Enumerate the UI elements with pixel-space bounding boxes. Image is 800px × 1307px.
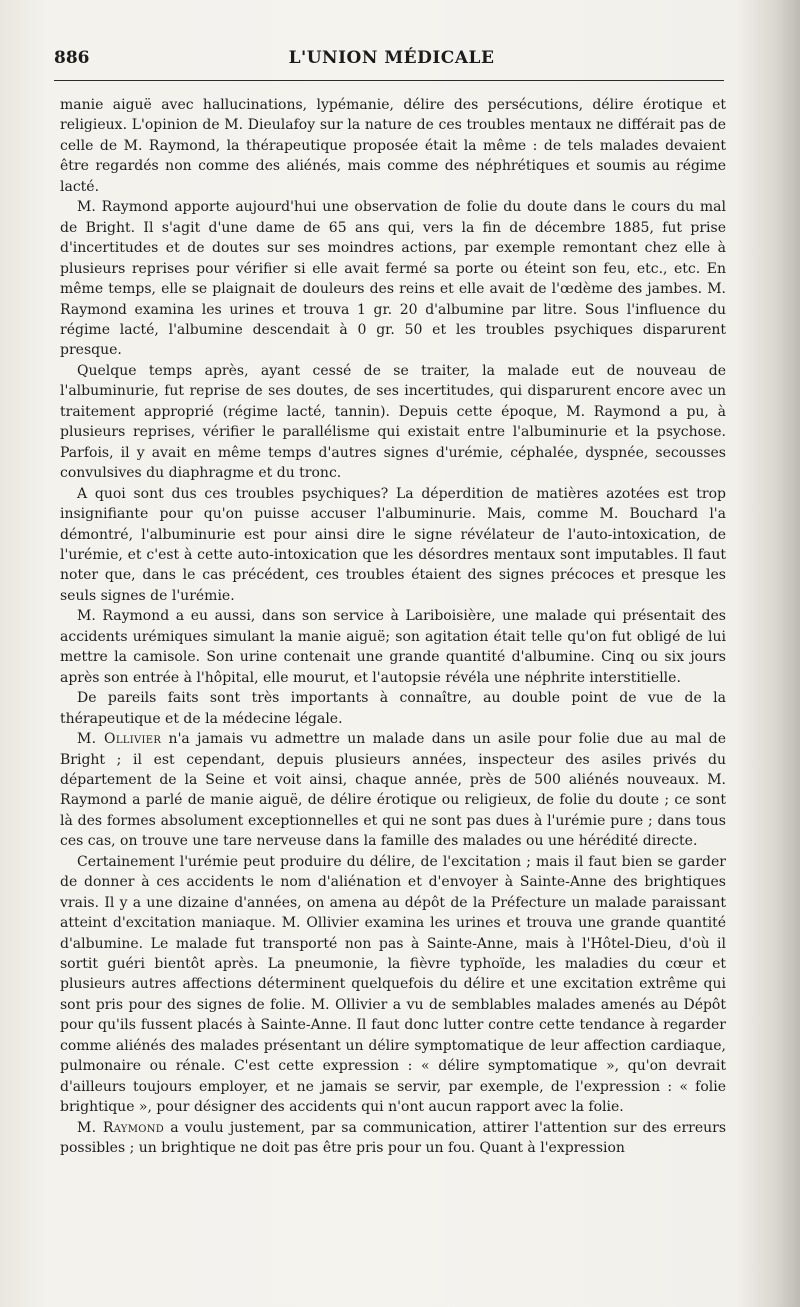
paragraph-text: De pareils faits sont très importants à connaître, au double point de vue de la thérapeutique et de la médecine légale.: [60, 690, 726, 727]
paragraph-text: M. Raymond apporte aujourd'hui une observation de folie du doute dans le cours du mal de Bright. Il s'agit d'une dame de 65 ans qui, vers la fin de décembre 1885, fut prise d'incertitudes et de doutes sur ses moindres actions, par exemple remontant chez elle à plusieurs reprises pour vérifier si elle avait fermé sa porte ou éteint son feu, etc., etc. En même temps, elle se plaignait de douleurs des reins et elle avait de l'œdème des jambes. M. Raymond examina les urines et trouva 1 gr. 20 d'albumine par litre. Sous l'influence du régime lacté, l'albumine descendait à 0 gr. 50 et les troubles psychiques disparurent presque.: [60, 199, 726, 359]
paragraph-text: Certainement l'urémie peut produire du délire, de l'excitation ; mais il faut bien se garder de donner à ces accidents le nom d'aliénation et d'envoyer à Sainte-Anne des brightiques vrais. Il y a une dizaine d'années, on amena au dépôt de la Préfecture un malade paraissant atteint d'excitation maniaque. M. Ollivier examina les urines et trouva une grande quantité d'albumine. Le malade fut transporté non pas à Sainte-Anne, mais à l'Hôtel-Dieu, d'où il sortit guéri bientôt après. La pneumonie, la fièvre typhoïde, les maladies du cœur et plusieurs autres affections déterminent quelquefois du délire et une excitation extrême qui sont pris pour des signes de folie. M. Ollivier a vu de semblables malades amenés au Dépôt pour qu'ils fussent placés à Sainte-Anne. Il faut donc lutter contre cette tendance à regarder comme aliénés des malades présentant un délire symptomatique de leur affection cardiaque, pulmonaire ou rénale. C'est cette expression : « délire symptomatique », qu'on devrait d'ailleurs toujours employer, et ne jamais se servir, par exemple, de l'expression : « folie brightique », pour désigner des accidents qui n'ont aucun rapport avec la folie.: [60, 853, 726, 1116]
paragraph-text: Quelque temps après, ayant cessé de se traiter, la malade eut de nouveau de l'albuminurie, fut reprise de ses doutes, de ses incertitudes, qui disparurent encore avec un traitement approprié (régime lacté, tannin). Depuis cette époque, M. Raymond a pu, à plusieurs reprises, vérifier le parallélisme qui existait entre l'albuminurie et la psychose. Parfois, il y avait en même temps d'autres signes d'urémie, céphalée, dyspnée, secousses convulsives du diaphragme et du tronc.: [60, 362, 726, 482]
paragraph: [60, 484, 726, 607]
paragraph-text: n'a jamais vu admettre un malade dans un asile pour folie due au mal de Bright ; il est cependant, depuis plusieurs années, inspecteur des asiles privés du département de la Seine et voit ainsi, chaque année, près de 500 aliénés nouveaux. M. Raymond a parlé de manie aiguë, de délire érotique ou religieux, de folie du doute ; ce sont là des formes absolument exceptionnelles et qui ne sont pas dues à l'urémie pure ; dans tous ces cas, on trouve une tare nerveuse dans la famille des malades ou une hérédité directe.: [60, 731, 726, 850]
speaker-name: M. Ollivier: [77, 731, 162, 748]
paragraph: [60, 688, 726, 729]
paragraph: [60, 361, 726, 484]
running-title: L'UNION MÉDICALE: [288, 48, 495, 68]
speaker-name: M. Raymond: [77, 1119, 165, 1136]
paragraph: [60, 606, 726, 688]
paragraph-text: manie aiguë avec hallucinations, lypémanie, délire des persécutions, délire érotique et religieux. L'opinion de M. Dieulafoy sur la nature de ces troubles mentaux ne différait pas de celle de M. Raymond, la thérapeutique proposée était la même : de tels malades devaient être regardés non comme des aliénés, mais comme des néphrétiques et soumis au régime lacté.: [60, 97, 726, 195]
page-number: 886: [54, 48, 90, 68]
paragraph: [60, 95, 726, 197]
paragraph: [60, 197, 726, 361]
paragraph: [60, 852, 726, 1118]
paragraph-text: A quoi sont dus ces troubles psychiques? La déperdition de matières azotées est trop insignifiante pour qu'on puisse accuser l'albuminurie. Mais, comme M. Bouchard l'a démontré, l'albuminurie est pour ainsi dire le signe révélateur de l'auto-intoxication, de l'urémie, et c'est à cette auto-intoxication que les désordres mentaux sont imputables. Il faut noter que, dans le cas précédent, ces troubles étaient des signes précoces et presque les seuls signes de l'urémie.: [60, 485, 726, 604]
paragraph-text: a voulu justement, par sa communication, attirer l'attention sur des erreurs possibles ; un brightique ne doit pas être pris pour un fou. Quant à l'expression: [60, 1119, 727, 1157]
paragraph: [60, 1118, 726, 1159]
header-rule: [54, 80, 724, 81]
paragraph: [60, 729, 726, 852]
paragraph-text: M. Raymond a eu aussi, dans son service à Lariboisière, une malade qui présentait des accidents urémiques simulant la manie aiguë; son agitation était telle qu'on fut obligé de lui mettre la camisole. Son urine contenait une grande quantité d'albumine. Cinq ou six jours après son entrée à l'hôpital, elle mourut, et l'autopsie révéla une néphrite interstitielle.: [60, 608, 726, 686]
page-header: [54, 46, 729, 72]
article-body: [60, 95, 726, 1159]
